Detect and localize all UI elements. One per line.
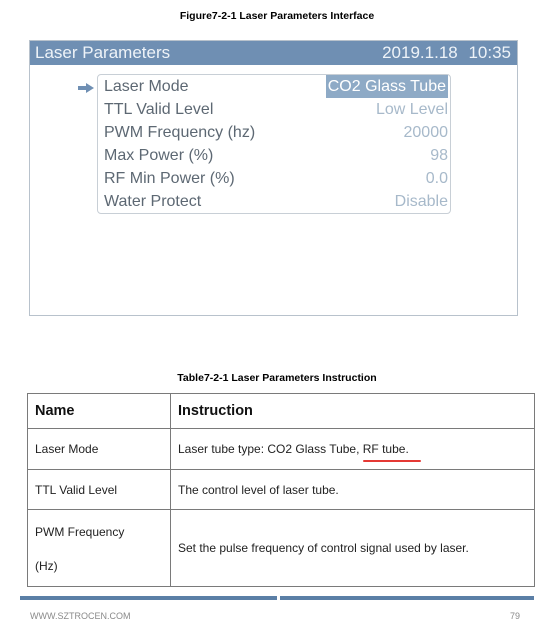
row-instruction: Set the pulse frequency of control signal used by laser. [178,541,469,555]
param-label: RF Min Power (%) [104,170,235,187]
table-row [171,470,535,510]
param-row-water-protect[interactable] [98,190,450,213]
header-name: Name [35,403,75,419]
row-name: PWM Frequency [35,525,125,539]
param-value[interactable]: Disable [394,193,448,210]
row-name-unit: (Hz) [35,559,58,573]
param-row-laser-mode[interactable] [98,75,450,98]
instruction-table [27,393,535,587]
row-name: Laser Mode [35,442,99,456]
row-name: TTL Valid Level [35,483,118,497]
param-label: PWM Frequency (hz) [104,124,256,141]
table-header-cell [28,394,171,429]
param-row-max-power[interactable] [98,144,450,167]
param-label: TTL Valid Level [104,101,214,118]
row-instruction-part: Laser tube type: CO2 Glass Tube, [178,442,363,456]
param-row-pwm-frequency[interactable] [98,121,450,144]
param-value[interactable]: 98 [430,147,448,164]
param-label: Max Power (%) [104,147,214,164]
selection-arrow-icon [78,83,94,93]
laser-parameters-screen [29,40,518,316]
footer-rule-left [20,596,277,600]
param-row-ttl-valid-level[interactable] [98,98,450,121]
table-row [171,429,535,470]
row-instruction: The control level of laser tube. [178,483,339,497]
figure-caption: Figure7-2-1 Laser Parameters Interface [179,10,375,22]
header-instruction: Instruction [178,403,253,419]
row-instruction [178,442,409,456]
table-caption: Table7-2-1 Laser Parameters Instruction [177,372,377,384]
param-value[interactable]: Low Level [375,101,448,118]
table-row [28,510,171,586]
screen-header [30,41,517,65]
table-row [171,510,535,586]
param-value-selected[interactable]: CO2 Glass Tube [326,75,448,98]
table-row [28,429,171,470]
annotation-underline [363,460,421,462]
param-label: Laser Mode [104,78,189,95]
footer-rule-right [280,596,534,600]
param-value[interactable]: 0.0 [425,170,448,187]
param-value[interactable]: 20000 [403,124,448,141]
parameter-list [97,74,451,214]
param-label: Water Protect [104,193,202,210]
table-row [28,470,171,510]
screen-title: Laser Parameters [35,43,171,62]
footer-website: WWW.SZTROCEN.COM [30,611,131,621]
row-instruction-highlight: RF tube. [362,442,409,456]
screen-datetime: 2019.1.18 10:35 [382,43,511,62]
table-header-cell [171,394,535,429]
page-number: 79 [509,611,520,621]
param-row-rf-min-power[interactable] [98,167,450,190]
